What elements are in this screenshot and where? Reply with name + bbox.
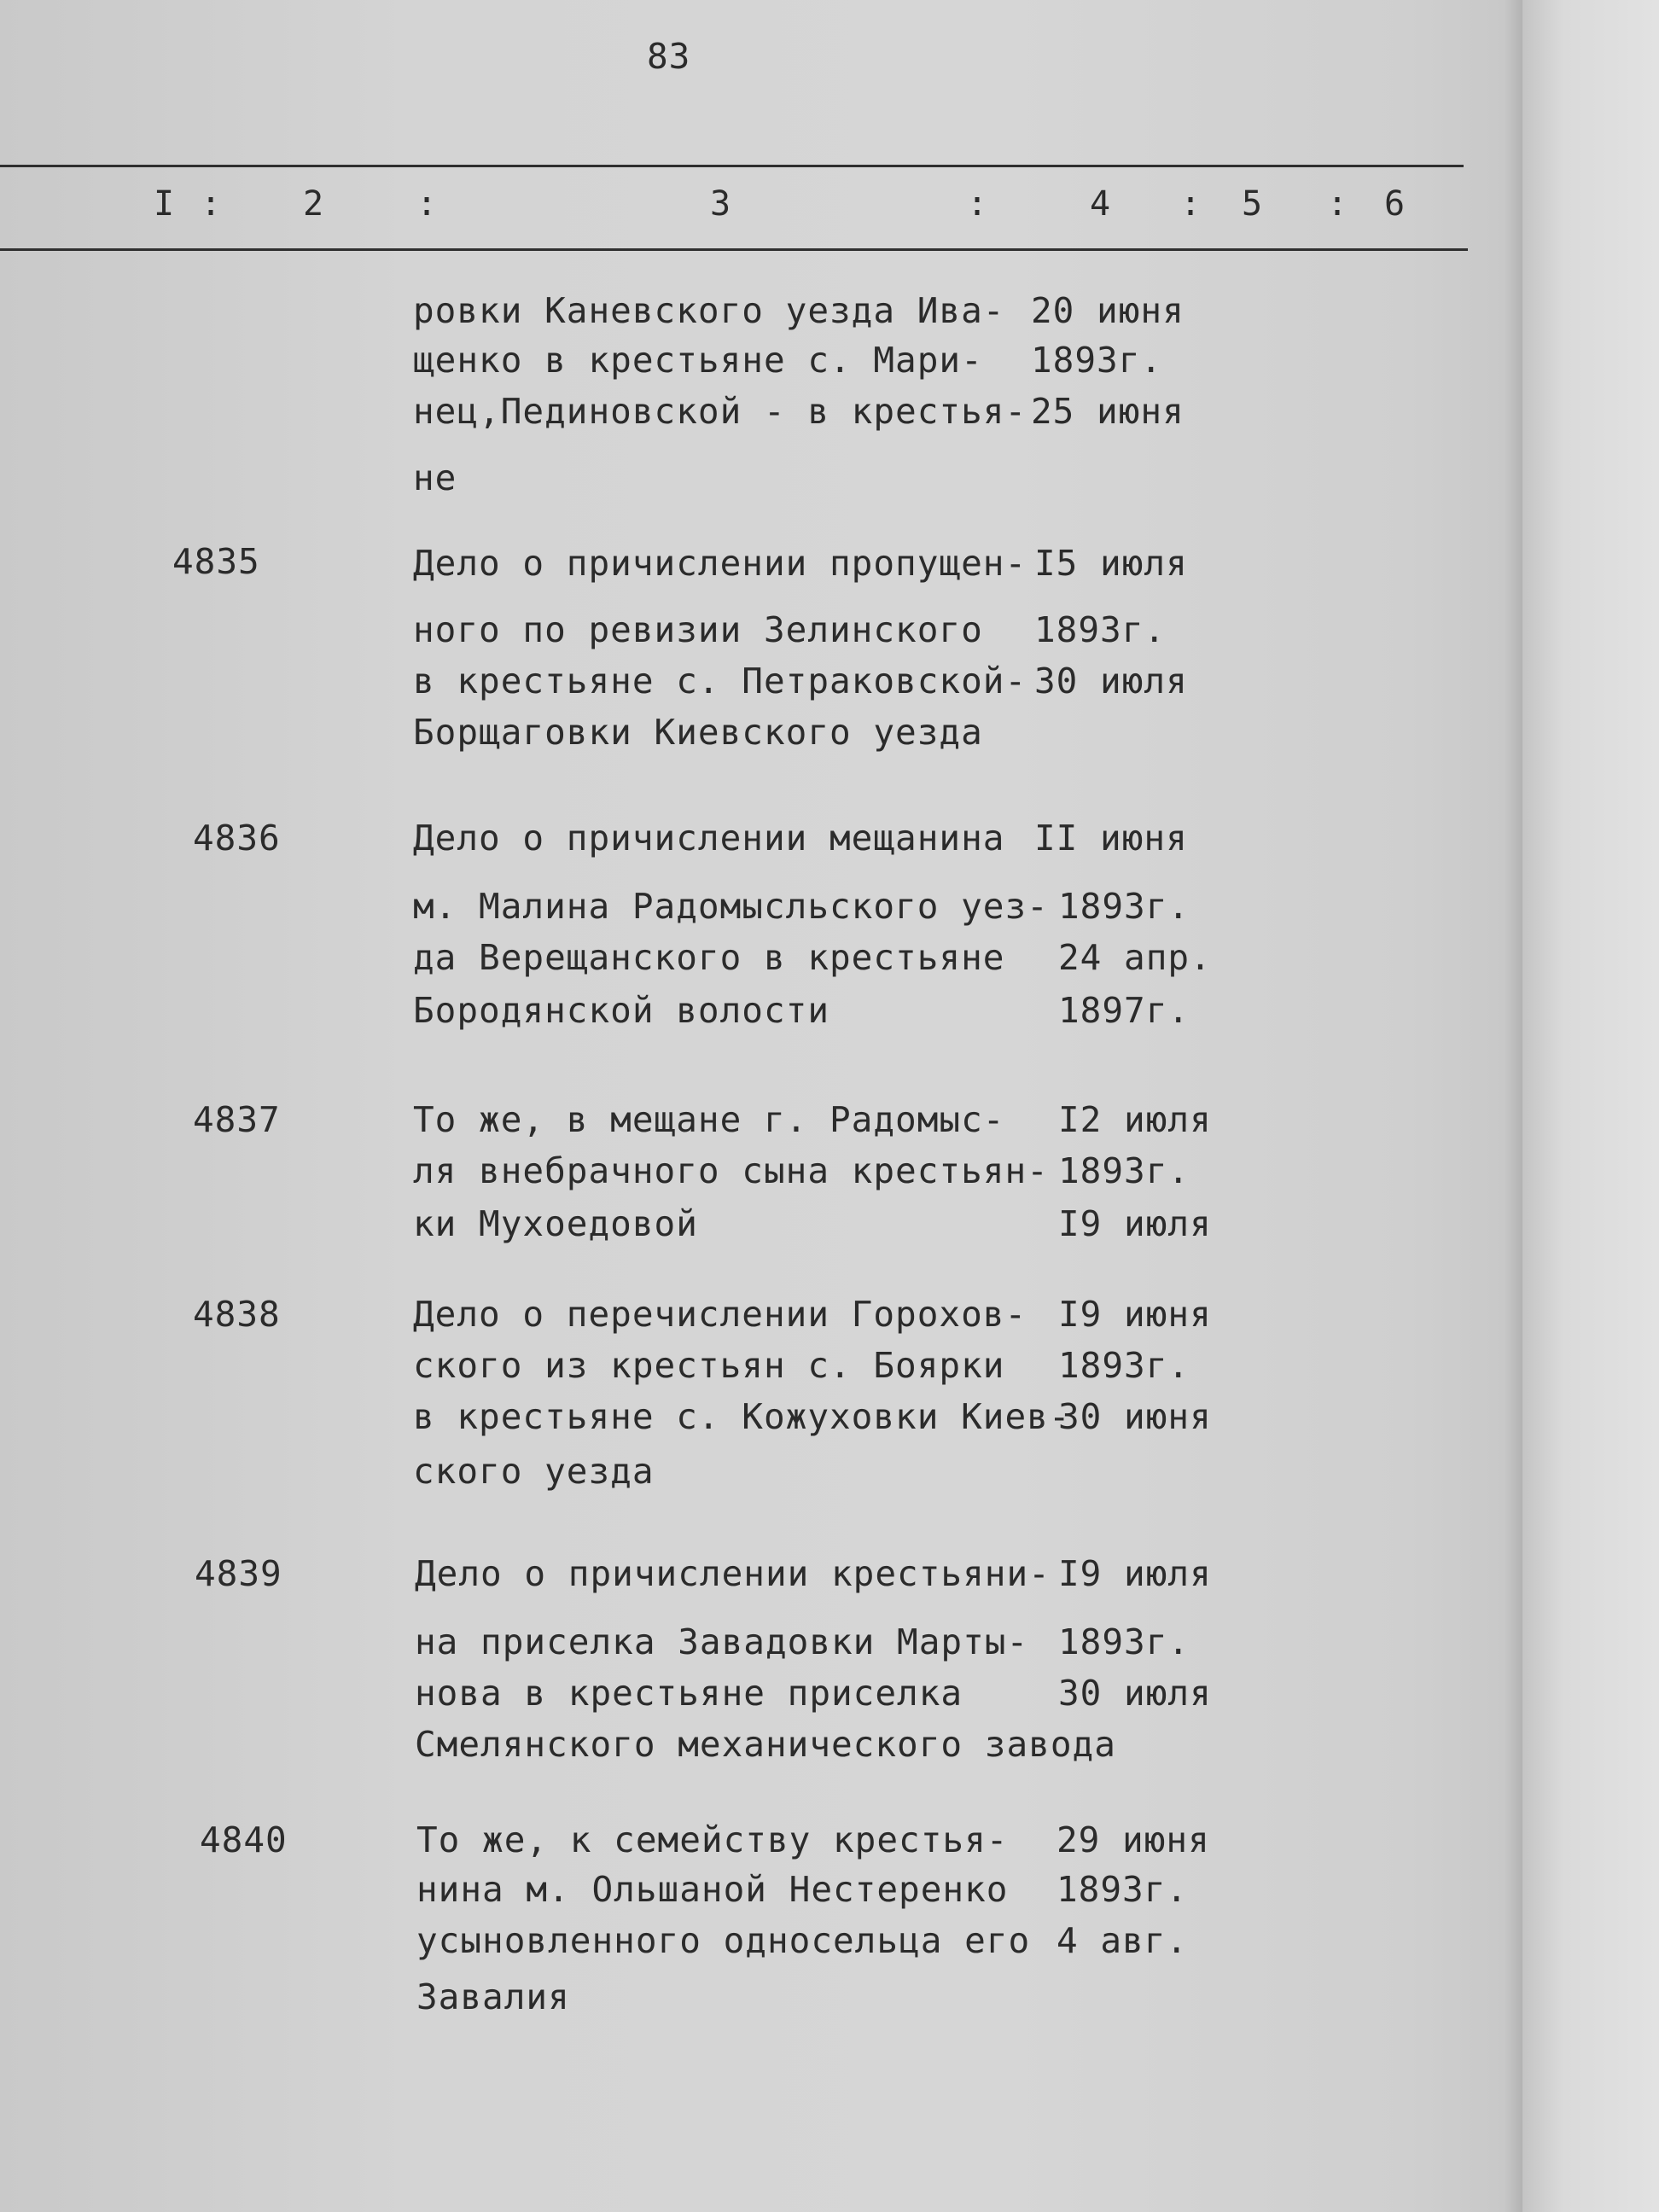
header-sep3: :: [967, 184, 988, 224]
page-edge-shadow: [1504, 0, 1522, 2212]
header-bottom-rule: [0, 248, 1468, 251]
row-3-line-2: ля внебрачного сына крестьян-: [413, 1150, 1049, 1191]
header-col3: 3: [710, 184, 731, 224]
row-5-date-2: 1893г.: [1058, 1621, 1190, 1662]
row-0-date-1: 20 июня: [1031, 290, 1185, 331]
page-number: 83: [647, 36, 691, 77]
row-3-date-1: I2 июля: [1058, 1099, 1212, 1140]
row-1-line-1: Дело о причислении пропущен-: [413, 543, 1027, 584]
row-3-date-2: 1893г.: [1058, 1150, 1190, 1191]
adjacent-sheet: [1522, 0, 1659, 2212]
row-1-date-3: 30 июля: [1034, 661, 1188, 701]
row-6-line-2: нина м. Ольшаной Нестеренко: [416, 1869, 1009, 1910]
row-1-date-2: 1893г.: [1034, 609, 1167, 650]
row-3-line-3: ки Мухоедовой: [413, 1203, 698, 1244]
row-0-line-2: щенко в крестьяне с. Мари-: [413, 340, 983, 381]
row-1-date-1: I5 июля: [1034, 543, 1188, 584]
row-4-line-3: в крестьяне с. Кожуховки Киев-: [413, 1396, 1071, 1437]
row-2-number: 4836: [193, 818, 281, 859]
row-4-date-2: 1893г.: [1058, 1345, 1190, 1386]
header-col4: 4: [1090, 184, 1111, 224]
row-6-date-1: 29 июня: [1057, 1819, 1210, 1860]
header-col1: I: [154, 184, 175, 224]
row-5-date-1: I9 июля: [1058, 1553, 1212, 1594]
row-6-line-1: То же, к семейству крестья-: [416, 1819, 1009, 1860]
row-1-line-2: ного по ревизии Зелинского: [413, 609, 983, 650]
header-col2: 2: [303, 184, 324, 224]
row-4-line-2: ского из крестьян с. Боярки: [413, 1345, 1005, 1386]
header-sep2: :: [416, 184, 438, 224]
row-0-date-3: 25 июня: [1031, 391, 1185, 432]
row-2-line-4: Бородянской волости: [413, 990, 830, 1031]
row-5-line-4: Смелянского механического завода: [415, 1724, 1116, 1765]
header-sep1: :: [201, 184, 222, 224]
row-5-number: 4839: [195, 1553, 282, 1594]
row-1-line-4: Борщаговки Киевского уезда: [413, 712, 983, 753]
row-5-line-2: на приселка Завадовки Марты-: [415, 1621, 1029, 1662]
row-6-line-4: Завалия: [416, 1976, 570, 2017]
row-0-line-3: нец,Пединовской - в крестья-: [413, 391, 1027, 432]
row-6-date-3: 4 авг.: [1057, 1920, 1189, 1961]
header-sep4: :: [1180, 184, 1202, 224]
row-3-line-1: То же, в мещане г. Радомыс-: [413, 1099, 1005, 1140]
row-6-number: 4840: [200, 1819, 288, 1860]
row-6-date-2: 1893г.: [1057, 1869, 1189, 1910]
row-4-line-1: Дело о перечислении Горохов-: [413, 1294, 1027, 1335]
row-2-date-2: 1893г.: [1058, 886, 1190, 927]
row-2-line-2: м. Малина Радомысльского уез-: [413, 886, 1049, 927]
row-4-number: 4838: [193, 1294, 281, 1335]
header-col6: 6: [1384, 184, 1406, 224]
row-4-line-4: ского уезда: [413, 1451, 655, 1492]
row-4-date-1: I9 июня: [1058, 1294, 1212, 1335]
row-2-line-3: да Верещанского в крестьяне: [413, 937, 1005, 978]
row-5-line-3: нова в крестьяне приселка: [415, 1673, 963, 1714]
row-3-number: 4837: [193, 1099, 281, 1140]
header-sep5: :: [1327, 184, 1348, 224]
row-1-number: 4835: [172, 541, 260, 582]
row-6-line-3: усыновленного односельца его: [416, 1920, 1031, 1961]
row-0-date-2: 1893г.: [1031, 340, 1163, 381]
row-2-line-1: Дело о причислении мещанина: [413, 818, 1005, 859]
row-1-line-3: в крестьяне с. Петраковской-: [413, 661, 1027, 701]
row-0-line-1: ровки Каневского уезда Ива-: [413, 290, 1005, 331]
row-2-date-1: II июня: [1034, 818, 1188, 859]
row-2-date-4: 1897г.: [1058, 990, 1190, 1031]
header-top-rule: [0, 165, 1464, 167]
row-5-date-3: 30 июля: [1058, 1673, 1212, 1714]
row-5-line-1: Дело о причислении крестьяни-: [415, 1553, 1051, 1594]
header-col5: 5: [1242, 184, 1263, 224]
row-4-date-3: 30 июня: [1058, 1396, 1212, 1437]
row-0-line-4: не: [413, 457, 457, 498]
row-3-date-3: I9 июля: [1058, 1203, 1212, 1244]
row-2-date-3: 24 апр.: [1058, 937, 1212, 978]
